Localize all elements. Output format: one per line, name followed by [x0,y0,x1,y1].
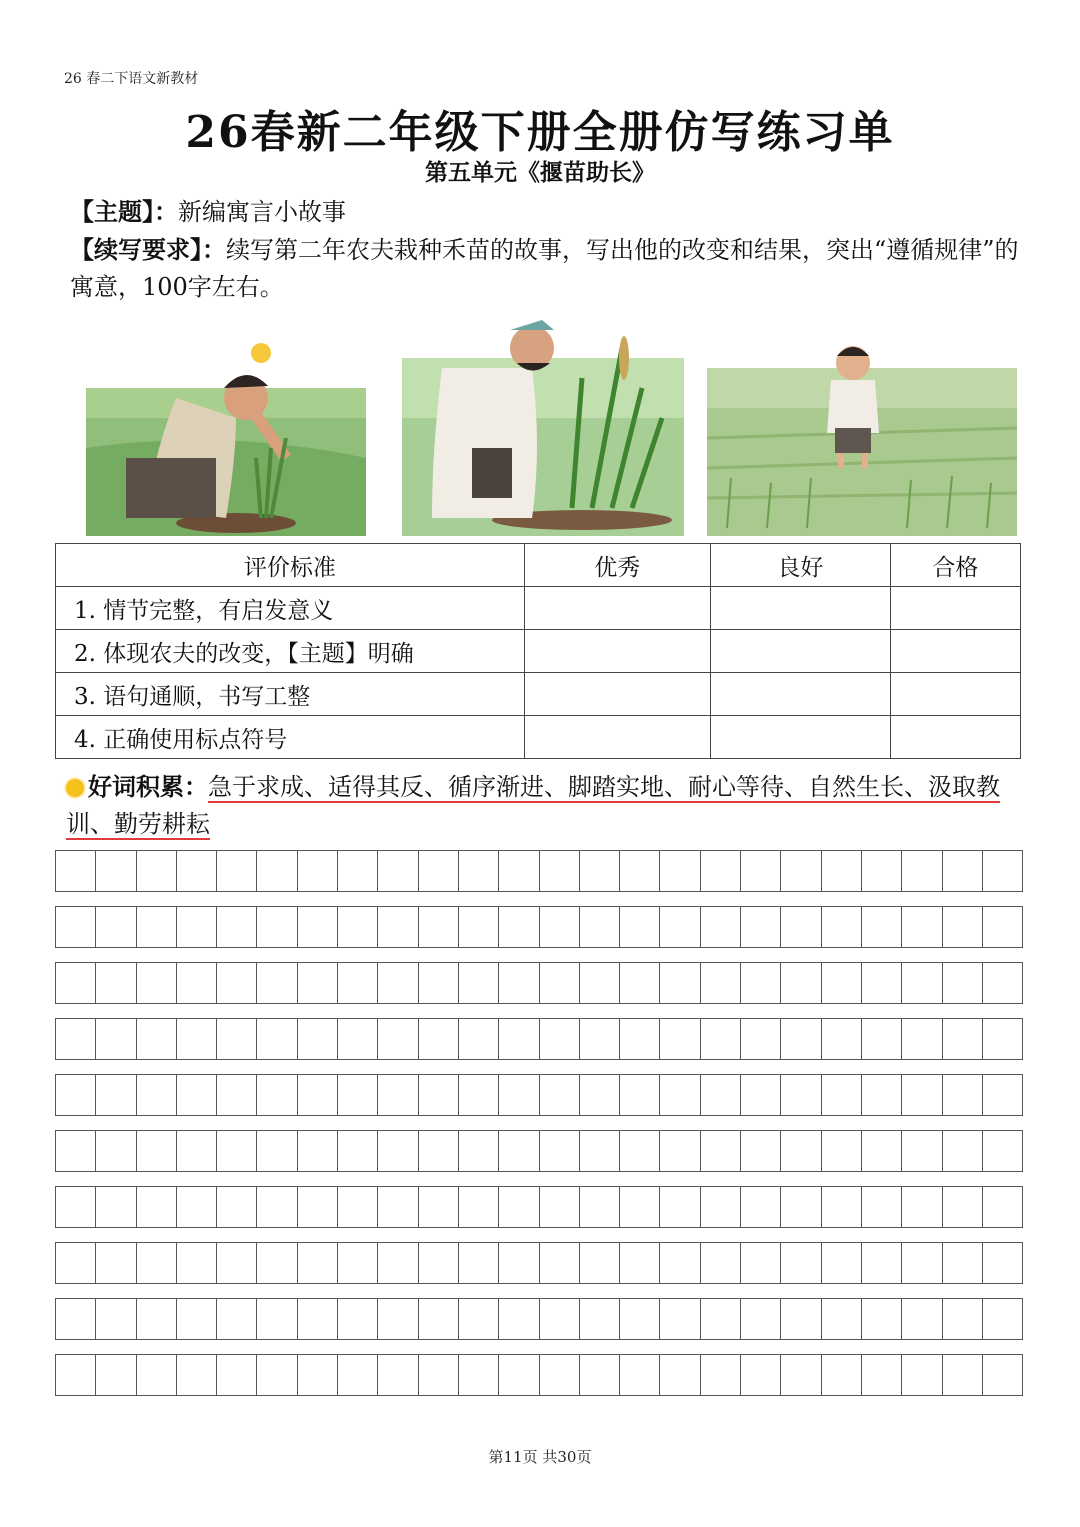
grid-cell[interactable] [741,1243,781,1283]
grid-cell[interactable] [660,851,700,891]
grid-cell[interactable] [822,1299,862,1339]
grid-cell[interactable] [378,1019,418,1059]
grid-cell[interactable] [862,1299,902,1339]
grid-cell[interactable] [862,963,902,1003]
grid-cell[interactable] [741,963,781,1003]
grid-cell[interactable] [781,963,821,1003]
grid-cell[interactable] [56,1355,96,1395]
grid-cell[interactable] [378,1355,418,1395]
grid-cell[interactable] [217,963,257,1003]
grid-row [55,1298,1023,1340]
grid-cell[interactable] [620,1243,660,1283]
grid-cell[interactable] [56,1299,96,1339]
grid-cell[interactable] [862,851,902,891]
grid-cell[interactable] [781,1131,821,1171]
grid-cell[interactable] [217,1075,257,1115]
grid-cell[interactable] [822,1243,862,1283]
grid-cell[interactable] [822,1075,862,1115]
grid-cell[interactable] [217,1131,257,1171]
grid-cell[interactable] [660,1355,700,1395]
grid-cell[interactable] [983,1187,1022,1227]
grid-cell[interactable] [419,1131,459,1171]
grid-cell[interactable] [137,1075,177,1115]
grid-cell[interactable] [137,907,177,947]
grid-cell[interactable] [822,851,862,891]
grid-row [55,1074,1023,1116]
grid-cell[interactable] [902,1131,942,1171]
page-title: 26春新二年级下册全册仿写练习单 [185,107,895,158]
grid-cell[interactable] [257,907,297,947]
grid-cell[interactable] [660,907,700,947]
grid-cell[interactable] [983,1131,1022,1171]
grid-cell[interactable] [701,1075,741,1115]
grid-cell[interactable] [620,1131,660,1171]
grid-cell[interactable] [701,1187,741,1227]
grid-cell[interactable] [499,963,539,1003]
illustration-farmer-pulling [86,308,366,536]
header-criteria: 评价标准 [56,544,525,587]
grid-cell[interactable] [660,1243,700,1283]
grid-row [55,1186,1023,1228]
grid-cell[interactable] [96,1075,136,1115]
grid-cell[interactable] [499,1075,539,1115]
pass-cell[interactable] [890,673,1020,716]
grid-cell[interactable] [620,1187,660,1227]
grid-cell[interactable] [177,963,217,1003]
grid-cell[interactable] [580,907,620,947]
grid-cell[interactable] [620,851,660,891]
grid-cell[interactable] [96,963,136,1003]
grid-cell[interactable] [137,851,177,891]
theme-text: 新编寓言小故事 [178,198,346,226]
grid-cell[interactable] [96,1019,136,1059]
grid-cell[interactable] [902,1243,942,1283]
grid-cell[interactable] [862,1019,902,1059]
grid-cell[interactable] [177,1355,217,1395]
good-words-label: 好词积累： [88,772,208,801]
grid-cell[interactable] [781,1019,821,1059]
grid-cell[interactable] [540,1131,580,1171]
grid-cell[interactable] [177,1187,217,1227]
grid-cell[interactable] [137,1131,177,1171]
grid-cell[interactable] [983,1075,1022,1115]
grid-cell[interactable] [137,1019,177,1059]
grid-cell[interactable] [177,1075,217,1115]
grid-cell[interactable] [902,851,942,891]
grid-cell[interactable] [499,1299,539,1339]
grid-cell[interactable] [943,1355,983,1395]
grid-cell[interactable] [862,1075,902,1115]
grid-cell[interactable] [983,1299,1022,1339]
unit-subtitle: 第五单元《揠苗助长》 [425,159,655,186]
grid-cell[interactable] [701,1355,741,1395]
grid-cell[interactable] [983,963,1022,1003]
requirement-text: 续写第二年农夫栽种禾苗的故事，写出他的改变和结果，突出“遵循规律”的寓意，100字左右。 [70,236,1019,301]
grid-cell[interactable] [257,963,297,1003]
grid-cell[interactable] [580,1355,620,1395]
grid-cell[interactable] [660,1019,700,1059]
grid-cell[interactable] [580,1243,620,1283]
grid-cell[interactable] [56,1075,96,1115]
grid-cell[interactable] [459,1243,499,1283]
grid-cell[interactable] [701,851,741,891]
grid-cell[interactable] [580,963,620,1003]
theme-label: 【主题】 [70,197,154,226]
grid-cell[interactable] [217,1243,257,1283]
grid-cell[interactable] [499,1187,539,1227]
grid-cell[interactable] [902,963,942,1003]
grid-cell[interactable] [781,907,821,947]
excellent-cell[interactable] [524,630,710,673]
grid-cell[interactable] [56,851,96,891]
grid-cell[interactable] [298,963,338,1003]
good-words-section [66,768,1026,843]
grid-row [55,906,1023,948]
grid-cell[interactable] [741,851,781,891]
grid-cell[interactable] [298,907,338,947]
grid-cell[interactable] [459,1299,499,1339]
sun-bullet-icon [66,779,84,797]
grid-cell[interactable] [338,1019,378,1059]
grid-cell[interactable] [943,1131,983,1171]
writing-grid[interactable] [55,850,1023,1410]
grid-cell[interactable] [781,851,821,891]
grid-cell[interactable] [419,851,459,891]
grid-cell[interactable] [217,1299,257,1339]
header-excellent: 优秀 [524,544,710,587]
grid-cell[interactable] [701,907,741,947]
grid-cell[interactable] [459,1131,499,1171]
grid-cell[interactable] [419,1243,459,1283]
grid-cell[interactable] [217,851,257,891]
grid-cell[interactable] [338,963,378,1003]
grid-cell[interactable] [217,907,257,947]
good-cell[interactable] [710,587,890,630]
requirement-line: 【续写要求】：续写第二年农夫栽种禾苗的故事，写出他的改变和结果，突出“遵循规律”的寓意，100字左右。 [70,235,1019,301]
grid-cell[interactable] [177,1131,217,1171]
grid-cell[interactable] [56,1019,96,1059]
grid-cell[interactable] [741,1019,781,1059]
grid-cell[interactable] [298,1243,338,1283]
grid-cell[interactable] [378,963,418,1003]
grid-cell[interactable] [620,963,660,1003]
grid-cell[interactable] [741,1299,781,1339]
grid-cell[interactable] [983,1019,1022,1059]
grid-cell[interactable] [378,1299,418,1339]
grid-cell[interactable] [56,963,96,1003]
good-words-text: 急于求成、适得其反、循序渐进、脚踏实地、耐心等待、自然生长、汲取教训、勤劳耕耘 [66,773,1000,838]
evaluation-row [56,587,1021,630]
grid-cell[interactable] [540,1299,580,1339]
grid-cell[interactable] [580,1075,620,1115]
grid-cell[interactable] [177,907,217,947]
grid-row [55,1242,1023,1284]
grid-cell[interactable] [983,907,1022,947]
grid-cell[interactable] [620,1355,660,1395]
grid-cell[interactable] [540,851,580,891]
grid-cell[interactable] [96,1355,136,1395]
grid-cell[interactable] [338,1075,378,1115]
grid-cell[interactable] [56,1131,96,1171]
grid-cell[interactable] [257,1131,297,1171]
grid-cell[interactable] [701,1243,741,1283]
grid-cell[interactable] [378,851,418,891]
grid-cell[interactable] [257,1243,297,1283]
criteria-cell: 2. 体现农夫的改变，【主题】明确 [56,630,525,673]
grid-cell[interactable] [298,1299,338,1339]
grid-cell[interactable] [902,1019,942,1059]
grid-cell[interactable] [499,1355,539,1395]
grid-cell[interactable] [540,1243,580,1283]
grid-cell[interactable] [902,1075,942,1115]
illustration-boy-in-field [707,308,1017,536]
grid-cell[interactable] [96,907,136,947]
grid-cell[interactable] [137,1243,177,1283]
grid-cell[interactable] [620,1019,660,1059]
grid-cell[interactable] [419,1355,459,1395]
grid-cell[interactable] [781,1243,821,1283]
grid-cell[interactable] [257,1355,297,1395]
grid-cell[interactable] [459,1355,499,1395]
grid-cell[interactable] [943,963,983,1003]
grid-cell[interactable] [660,1187,700,1227]
grid-cell[interactable] [943,1299,983,1339]
grid-cell[interactable] [137,1299,177,1339]
grid-cell[interactable] [257,1075,297,1115]
grid-cell[interactable] [943,907,983,947]
grid-cell[interactable] [701,1131,741,1171]
grid-cell[interactable] [56,907,96,947]
grid-cell[interactable] [943,1019,983,1059]
grid-cell[interactable] [781,1355,821,1395]
grid-cell[interactable] [741,1075,781,1115]
grid-cell[interactable] [257,851,297,891]
grid-row [55,1354,1023,1396]
grid-cell[interactable] [338,1355,378,1395]
grid-cell[interactable] [499,1243,539,1283]
grid-cell[interactable] [459,851,499,891]
grid-cell[interactable] [620,1299,660,1339]
page-number: 第11页 共30页 [488,1448,592,1466]
grid-cell[interactable] [701,1299,741,1339]
excellent-cell[interactable] [524,716,710,759]
grid-cell[interactable] [822,1131,862,1171]
grid-cell[interactable] [862,1355,902,1395]
grid-cell[interactable] [217,1187,257,1227]
grid-cell[interactable] [338,1243,378,1283]
grid-cell[interactable] [419,1187,459,1227]
grid-cell[interactable] [781,1187,821,1227]
grid-cell[interactable] [580,1019,620,1059]
grid-cell[interactable] [177,851,217,891]
evaluation-header-row [56,544,1021,587]
pass-cell[interactable] [890,716,1020,759]
grid-cell[interactable] [338,1299,378,1339]
grid-cell[interactable] [620,1075,660,1115]
grid-cell[interactable] [298,1019,338,1059]
grid-cell[interactable] [943,1075,983,1115]
grid-cell[interactable] [96,1299,136,1339]
grid-cell[interactable] [741,1187,781,1227]
grid-cell[interactable] [580,1131,620,1171]
theme-line: 【主题】：新编寓言小故事 [70,197,346,226]
grid-cell[interactable] [822,1187,862,1227]
grid-cell[interactable] [459,1075,499,1115]
grid-cell[interactable] [298,1075,338,1115]
criteria-cell: 3. 语句通顺，书写工整 [56,673,525,716]
grid-cell[interactable] [822,1355,862,1395]
grid-cell[interactable] [902,1299,942,1339]
grid-cell[interactable] [96,1187,136,1227]
grid-cell[interactable] [298,1187,338,1227]
grid-cell[interactable] [257,1187,297,1227]
grid-cell[interactable] [741,1131,781,1171]
grid-cell[interactable] [459,907,499,947]
grid-cell[interactable] [741,907,781,947]
grid-cell[interactable] [540,1187,580,1227]
grid-cell[interactable] [499,907,539,947]
grid-cell[interactable] [378,907,418,947]
grid-cell[interactable] [56,1187,96,1227]
grid-row [55,1130,1023,1172]
illustration-farmer-checking [402,308,684,536]
grid-cell[interactable] [257,1019,297,1059]
grid-cell[interactable] [338,1131,378,1171]
grid-cell[interactable] [862,1187,902,1227]
grid-cell[interactable] [499,1131,539,1171]
grid-cell[interactable] [217,1355,257,1395]
criteria-cell: 4. 正确使用标点符号 [56,716,525,759]
grid-cell[interactable] [862,1243,902,1283]
grid-cell[interactable] [620,907,660,947]
grid-cell[interactable] [862,907,902,947]
grid-cell[interactable] [499,1019,539,1059]
grid-cell[interactable] [378,1131,418,1171]
grid-cell[interactable] [741,1355,781,1395]
grid-cell[interactable] [660,1075,700,1115]
grid-cell[interactable] [338,851,378,891]
grid-cell[interactable] [419,1075,459,1115]
evaluation-row [56,630,1021,673]
grid-cell[interactable] [298,1355,338,1395]
grid-cell[interactable] [822,907,862,947]
grid-cell[interactable] [902,907,942,947]
excellent-cell[interactable] [524,587,710,630]
grid-cell[interactable] [177,1243,217,1283]
grid-cell[interactable] [540,1355,580,1395]
grid-cell[interactable] [257,1299,297,1339]
grid-cell[interactable] [378,1075,418,1115]
grid-cell[interactable] [96,1131,136,1171]
pass-cell[interactable] [890,587,1020,630]
grid-cell[interactable] [137,963,177,1003]
grid-cell[interactable] [298,851,338,891]
grid-cell[interactable] [419,963,459,1003]
grid-cell[interactable] [338,1187,378,1227]
grid-cell[interactable] [378,1243,418,1283]
grid-cell[interactable] [822,963,862,1003]
excellent-cell[interactable] [524,673,710,716]
pass-cell[interactable] [890,630,1020,673]
grid-cell[interactable] [580,1187,620,1227]
grid-cell[interactable] [217,1019,257,1059]
grid-cell[interactable] [177,1299,217,1339]
grid-cell[interactable] [298,1131,338,1171]
good-cell[interactable] [710,630,890,673]
grid-cell[interactable] [459,1019,499,1059]
grid-cell[interactable] [701,1019,741,1059]
grid-cell[interactable] [540,963,580,1003]
grid-cell[interactable] [499,851,539,891]
grid-cell[interactable] [580,1299,620,1339]
grid-row [55,850,1023,892]
grid-cell[interactable] [660,1131,700,1171]
grid-cell[interactable] [983,1243,1022,1283]
grid-cell[interactable] [540,1019,580,1059]
grid-cell[interactable] [459,1187,499,1227]
grid-cell[interactable] [580,851,620,891]
grid-cell[interactable] [419,1019,459,1059]
grid-cell[interactable] [540,1075,580,1115]
grid-cell[interactable] [902,1355,942,1395]
good-cell[interactable] [710,673,890,716]
grid-cell[interactable] [419,907,459,947]
grid-cell[interactable] [378,1187,418,1227]
good-cell[interactable] [710,716,890,759]
evaluation-table [55,543,1021,759]
grid-row [55,962,1023,1004]
header-good: 良好 [710,544,890,587]
grid-cell[interactable] [338,907,378,947]
grid-cell[interactable] [540,907,580,947]
grid-cell[interactable] [419,1299,459,1339]
grid-cell[interactable] [177,1019,217,1059]
header-pass: 合格 [890,544,1020,587]
header-tag: 26 春二下语文新教材 [64,71,199,87]
grid-cell[interactable] [943,1243,983,1283]
grid-cell[interactable] [781,1075,821,1115]
grid-cell[interactable] [943,1187,983,1227]
grid-cell[interactable] [56,1243,96,1283]
grid-cell[interactable] [983,851,1022,891]
grid-cell[interactable] [96,1243,136,1283]
grid-row [55,1018,1023,1060]
grid-cell[interactable] [701,963,741,1003]
grid-cell[interactable] [137,1355,177,1395]
grid-cell[interactable] [459,963,499,1003]
evaluation-row [56,673,1021,716]
criteria-cell: 1. 情节完整，有启发意义 [56,587,525,630]
grid-cell[interactable] [137,1187,177,1227]
grid-cell[interactable] [660,1299,700,1339]
grid-cell[interactable] [660,963,700,1003]
grid-cell[interactable] [96,851,136,891]
grid-cell[interactable] [822,1019,862,1059]
requirement-label: 【续写要求】 [70,235,202,264]
grid-cell[interactable] [781,1299,821,1339]
evaluation-row [56,716,1021,759]
grid-cell[interactable] [862,1131,902,1171]
grid-cell[interactable] [943,851,983,891]
grid-cell[interactable] [902,1187,942,1227]
grid-cell[interactable] [983,1355,1022,1395]
